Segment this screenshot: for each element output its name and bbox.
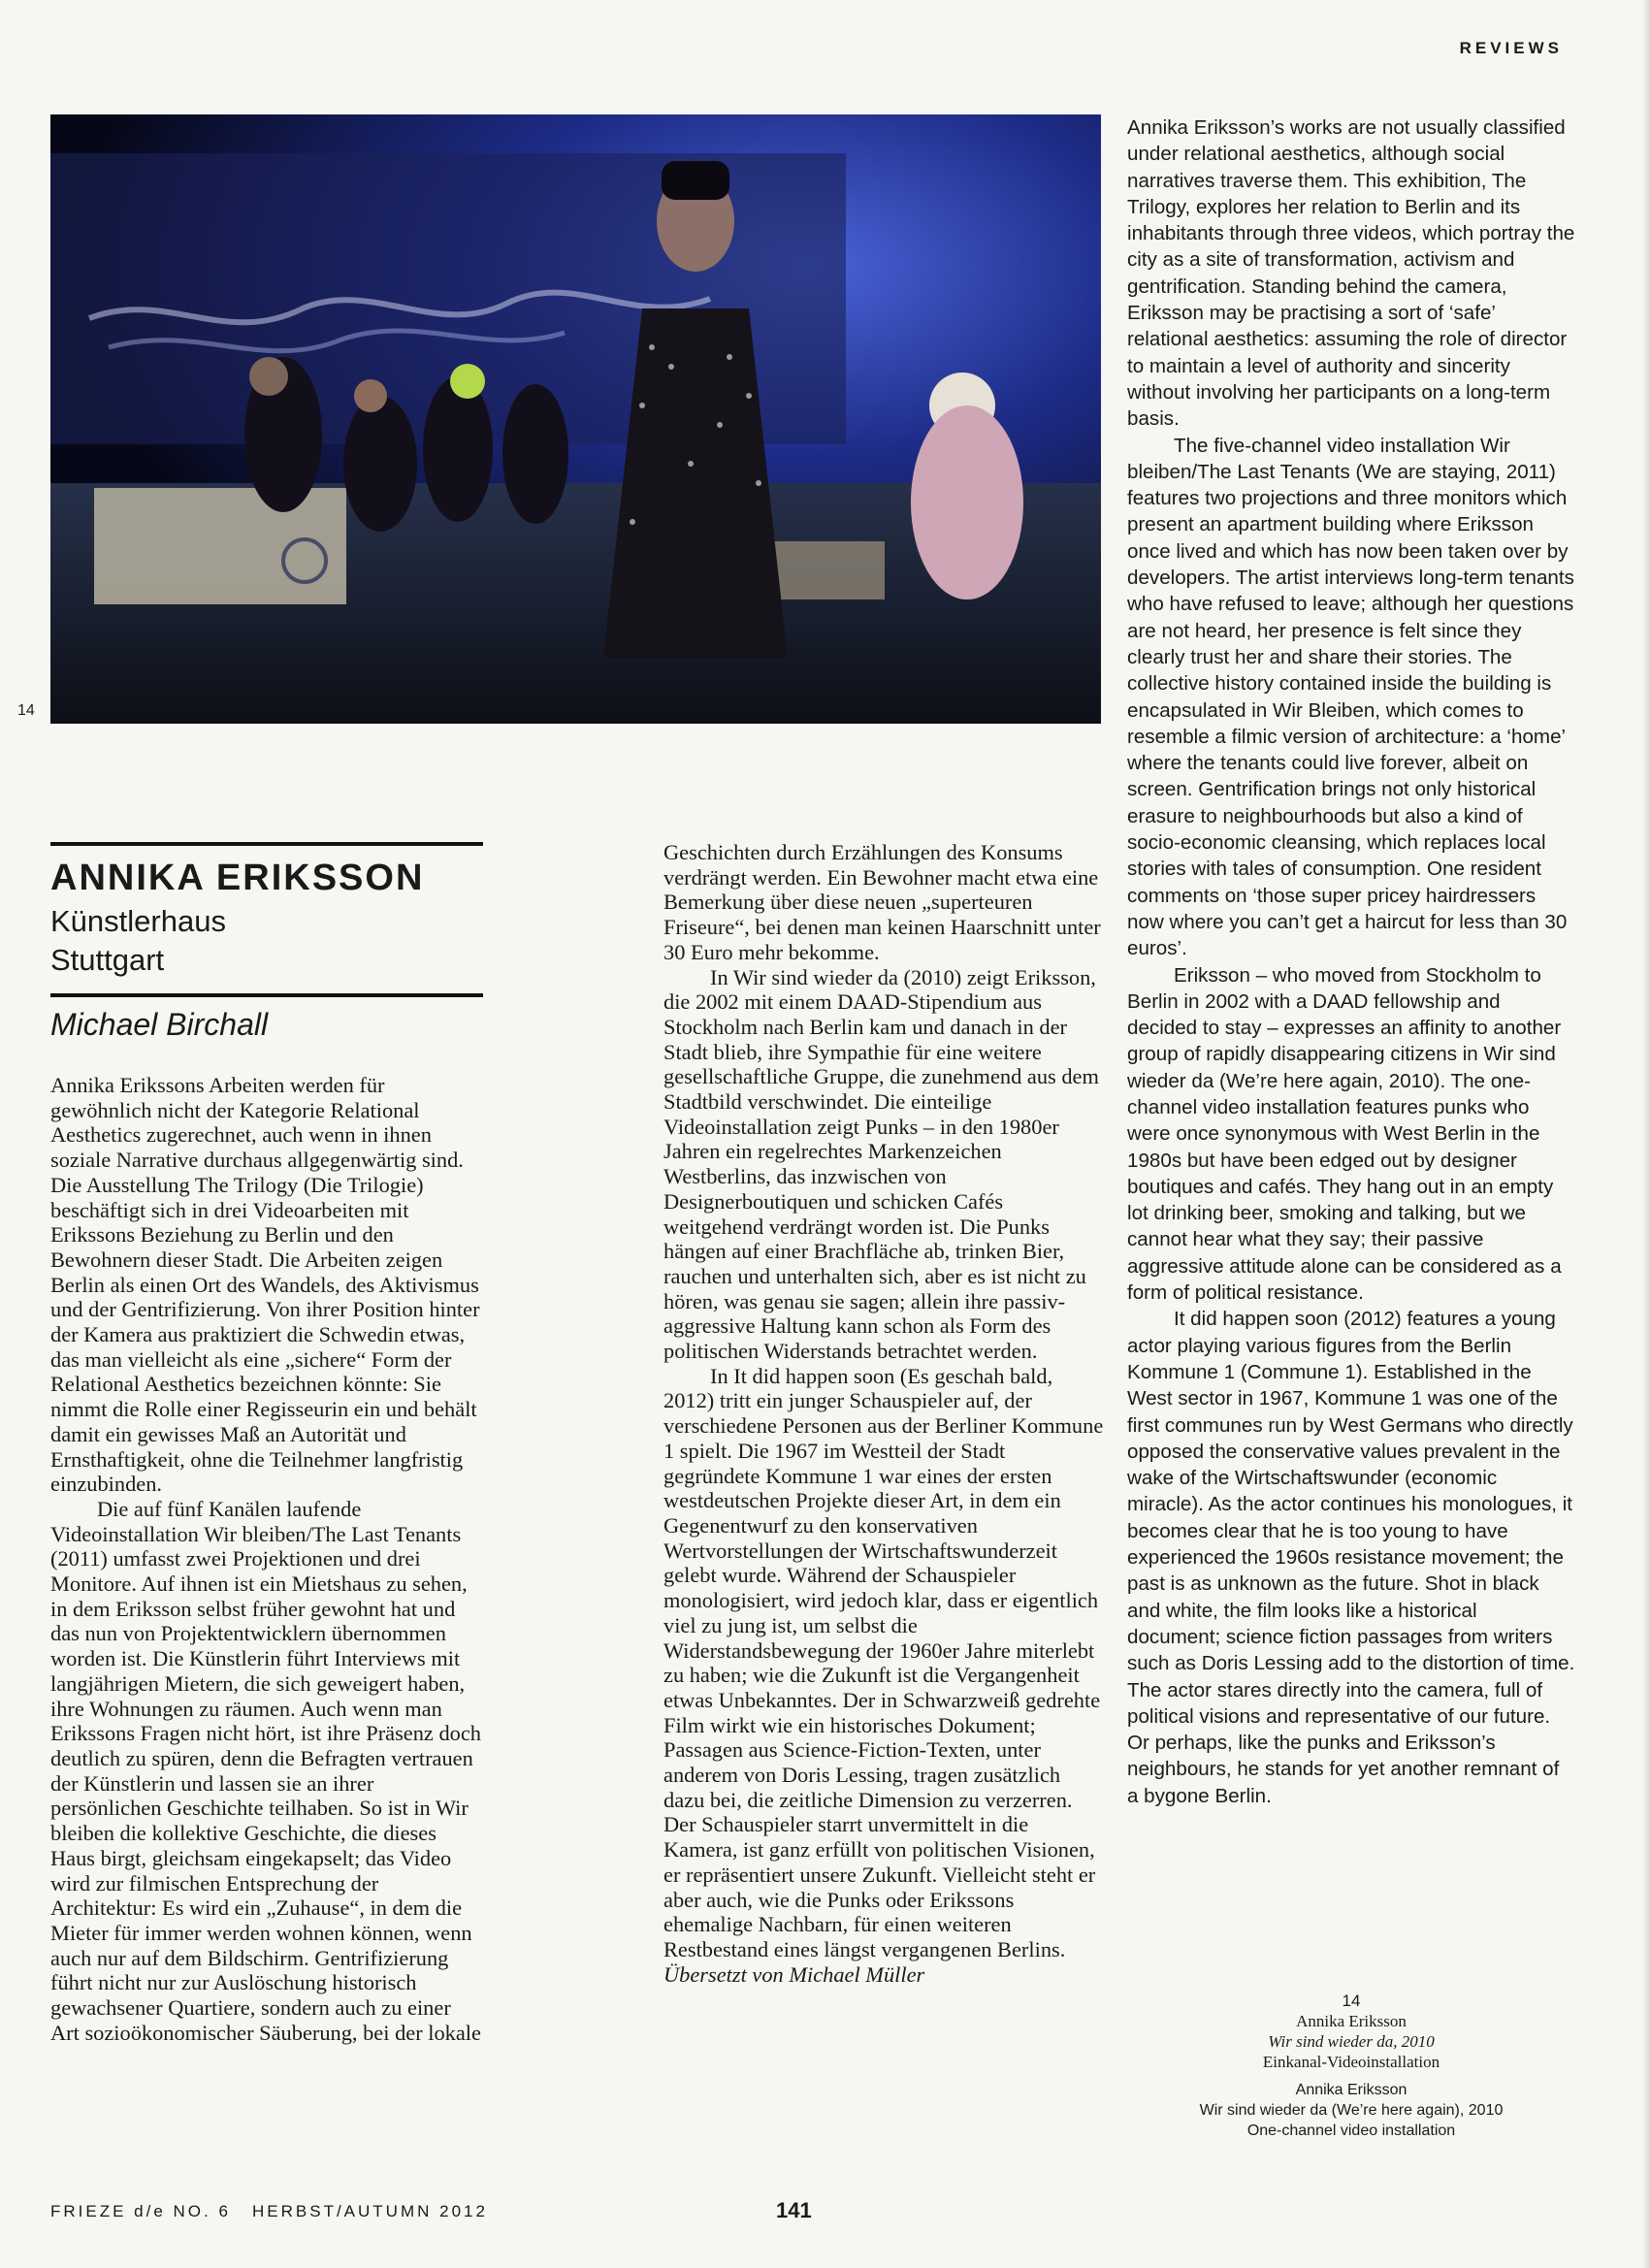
german-paragraph: Geschichten durch Erzählungen des Konsums verdrängt werden. Ein Bewohner macht etwa eine Bemerkung über diese neuen „superteuren Friseure“, bei denen man keinen Haarschnitt unter 30 Euro mehr bekomme.	[663, 840, 1101, 964]
venue-city: Stuttgart	[50, 943, 165, 977]
caption-german	[1127, 1991, 1575, 2072]
caption-english	[1127, 2080, 1575, 2141]
scan-edge	[1642, 0, 1650, 2268]
issue-label: HERBST/AUTUMN 2012	[252, 2202, 488, 2220]
author-name: Michael Birchall	[50, 1007, 269, 1042]
german-paragraph: Annika Erikssons Arbeiten werden für gewöhnlich nicht der Kategorie Relational Aesthetics zugerechnet, auch wenn in ihnen soziale Narrative durchaus allgegenwärtig sind. Die Ausstellung The Trilogy (Die Trilogie) beschäftigt sich in drei Videoarbeiten mit Erikssons Beziehung zu Berlin und den Bewohnern dieser Stadt. Die Arbeiten zeigen Berlin als einen Ort des Wandels, des Aktivismus und der Gentrifizierung. Von ihrer Position hinter der Kamera aus praktiziert die Schwedin etwas, das man vielleicht als eine „sichere“ Form der Relational Aesthetics bezeichnen könnte: Sie nimmt die Rolle einer Regisseurin ein und behält damit ein gewisses Maß an Autorität und Ernsthaftigkeit, ohne die Teilnehmer langfristig einzubinden.	[50, 1073, 480, 1497]
section-label: REVIEWS	[1459, 39, 1563, 57]
artwork-photo	[50, 114, 1101, 724]
venue-name: Künstlerhaus	[50, 904, 226, 938]
caption-title: Wir sind wieder da, 2010	[1268, 2032, 1435, 2051]
page-number: 141	[776, 2198, 812, 2222]
caption-artist: Annika Eriksson	[1296, 2012, 1407, 2030]
german-column-2	[663, 840, 1106, 1987]
punks-video-still	[50, 114, 1101, 724]
english-paragraph: It did happen soon (2012) features a young actor playing various figures from the Berlin Kommune 1 (Commune 1). Established in the West sector in 1967, Kommune 1 was one of the first communes run by West Germans who directly opposed the conservative values prevalent in the wake of the Wirtschaftswunder (economic miracle). As the actor continues his monologues, it becomes clear that he is too young to have experienced the 1960s resistance movement; the past is as unknown as the future. Shot in black and white, the film looks like a historical document; science fiction passages from writers such as Doris Lessing add to the distortion of time. The actor stares directly into the camera, full of political visions and representative of our future. Or perhaps, like the punks and Eriksson’s neighbours, he stands for yet another remnant of a bygone Berlin.	[1127, 1308, 1575, 1807]
english-paragraph: Eriksson – who moved from Stockholm to Berlin in 2002 with a DAAD fellowship and decided to stay – expresses an affinity to another group of rapidly disappearing citizens in Wir sind wieder da (We’re here again, 2010). The one-channel video installation features punks who were once synonymous with West Berlin in the 1980s but have been edged out by designer boutiques and cafés. They hang out in an empty lot drinking beer, smoking and talking, but we cannot hear what they say; their passive aggressive attitude alone can be considered as a form of political resistance.	[1127, 963, 1562, 1305]
german-paragraph: In It did happen soon (Es geschah bald, 2012) tritt ein junger Schauspieler auf, der verschiedene Personen aus der Berliner Kommune 1 spielt. Die 1967 im Westteil der Stadt gegründete Kommune 1 war eines der ersten westdeutschen Projekte dieser Art, in dem ein Gegenentwurf zu den konservativen Wertvorstellungen der Wirtschaftswunderzeit gelebt wurde. Während der Schauspieler monologisiert, wird jedoch klar, dass er eigentlich viel zu jung ist, um selbst die Widerstandsbewegung der 1960er Jahre miterlebt zu haben; wie die Zukunft ist die Vergangenheit etwas Unbekanntes. Der in Schwarzweiß gedrehte Film wirkt wie ein historisches Dokument; Passagen aus Science-Fiction-Texten, unter anderem von Doris Lessing, tragen zusätzlich dazu bei, die zeitliche Dimension zu verzerren. Der Schauspieler starrt unvermittelt in die Kamera, ist ganz erfüllt von politischen Visionen, er repräsentiert unsere Zukunft. Vielleicht steht er aber auch, wie die Punks oder Erikssons ehemalige Nachbarn, für einen weiteren Restbestand eines längst vergangenen Berlins.	[663, 1363, 1104, 1961]
venue	[50, 902, 226, 980]
english-paragraph: The five-channel video installation Wir bleiben/The Last Tenants (We are staying, 2011) features two projections and three monitors which present an apartment building where Eriksson once lived and which has now been taken over by developers. The artist interviews long-term tenants who have refused to leave; although her questions are not heard, her presence is felt since they clearly trust her and share their stories. The collective history contained inside the building is encapsulated in Wir Bleiben, which comes to resemble a filmic version of architecture: a ‘home’ where the tenants could live forever, albeit on screen. Gentrification brings not only historical erasure to neighbourhoods but also a kind of socio-economic cleansing, which replaces local stories with tales of consumption. One resident comments on ‘those super pricey hairdressers now where you can’t get a haircut for less than 30 euros’.	[1127, 434, 1574, 960]
title-rule-top	[50, 842, 483, 846]
caption-medium: One-channel video installation	[1246, 2122, 1456, 2139]
german-paragraph: Die auf fünf Kanälen laufende Videoinstallation Wir bleiben/The Last Tenants (2011) umfasst zwei Projektionen und drei Monitore. Auf ihnen ist ein Mietshaus zu sehen, in dem Eriksson selbst früher gewohnt hat und das nun von Projektentwicklern übernommen worden ist. Die Künstlerin führt Interviews mit langjährigen Mietern, die sich geweigert haben, ihre Wohnungen zu räumen. Auch wenn man Erikssons Fragen nicht hört, ist ihre Präsenz doch deutlich zu spüren, denn die Befragten vertrauen der Künstlerin und lassen sie an ihrer persönlichen Geschichte teilhaben. So ist in Wir bleiben die kollektive Geschichte, die dieses Haus birgt, gleichsam eingekapselt; das Video wird zur filmischen Entsprechung der Architektur: Es wird ein „Zuhause“, in dem die Mieter für immer werden wohnen können, wenn auch nur auf dem Bildschirm. Gentrifizierung führt nicht nur zur Auslöschung historisch gewachsener Quartiere, sondern auch zu einer Art sozioökonomischer Säuberung, bei der lokale	[50, 1496, 481, 2045]
magazine-name: FRIEZE d/e NO. 6	[50, 2202, 231, 2220]
caption-number: 14	[1342, 1992, 1361, 2010]
caption-title: Wir sind wieder da (We’re here again), 2010	[1199, 2102, 1504, 2119]
english-column	[1127, 114, 1575, 1809]
caption-medium: Einkanal-Videoinstallation	[1262, 2053, 1440, 2071]
artist-name: ANNIKA ERIKSSON	[50, 858, 425, 898]
german-column-1	[50, 1073, 483, 2045]
figure-number: 14	[17, 702, 35, 719]
caption-artist: Annika Eriksson	[1295, 2082, 1407, 2098]
title-rule-bottom	[50, 993, 483, 997]
english-paragraph: Annika Eriksson’s works are not usually classified under relational aesthetics, although social narratives traverse them. This exhibition, The Trilogy, explores her relation to Berlin and its inhabitants through three videos, which portray the city as a site of transformation, activism and gentrification. Standing behind the camera, Eriksson may be practising a sort of ‘safe’ relational aesthetics: assuming the role of director to maintain a level of authority and sincerity without involving her participants on a long-term basis.	[1127, 116, 1575, 431]
translator-credit: Übersetzt von Michael Müller	[663, 1961, 925, 1987]
german-paragraph: In Wir sind wieder da (2010) zeigt Eriksson, die 2002 mit einem DAAD-Stipendium aus Stockholm nach Berlin kam und danach in der Stadt blieb, ihre Sympathie für eine weitere gesellschaftliche Gruppe, die zunehmend aus dem Stadtbild verschwindet. Die einteilige Videoinstallation zeigt Punks – in den 1980er Jahren ein regelrechtes Markenzeichen Westberlins, das inzwischen von Designerboutiquen und schicken Cafés weitgehend verdrängt worden ist. Die Punks hängen auf einer Brachfläche ab, trinken Bier, rauchen und unterhalten sich, aber es ist nicht zu hören, was genau sie sagen; allein ihre passiv-aggressive Haltung kann schon als Form des politischen Widerstands betrachtet werden.	[663, 964, 1099, 1364]
